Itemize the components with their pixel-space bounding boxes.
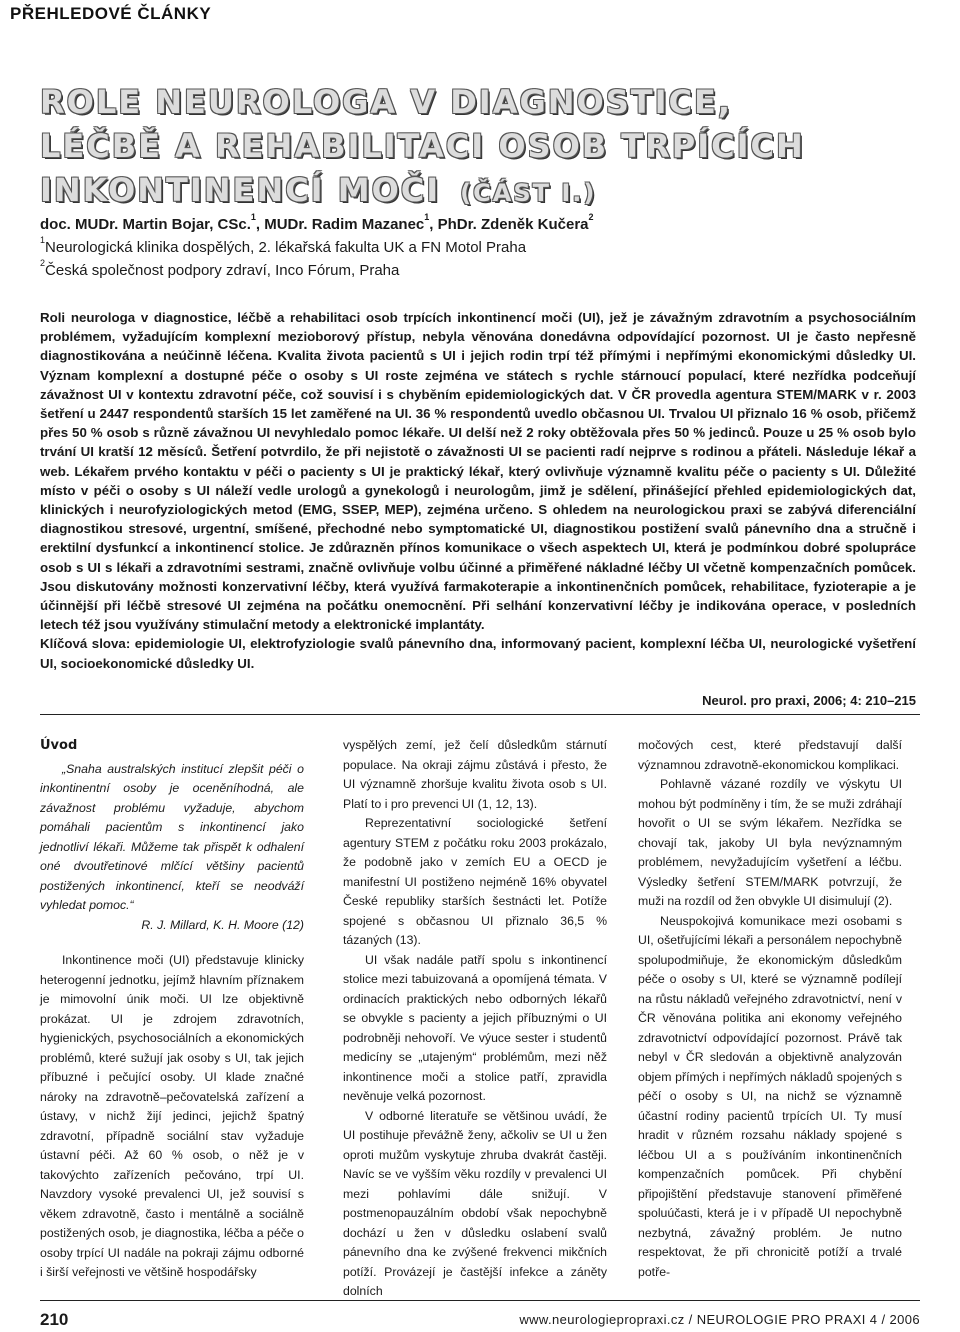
citation: Neurol. pro praxi, 2006; 4: 210–215 (702, 693, 916, 708)
epigraph-source: R. J. Millard, K. H. Moore (12) (141, 917, 304, 932)
affiliation-1 (40, 236, 920, 259)
abstract-text: Roli neurologa v diagnostice, léčbě a rehabilitaci osob trpících inkontinencí moči (UI), jež je závažným zdravotním a psychosociálním problémem, vyžadujícím komplexní mezioborový přístup, nebyla věnována donedávna odpovídající pozornost. UI je často nepřesně diagnostikována a neúčinně léčena. Kvalita života pacientů s UI i jejich rodin trpí též přímými i nepřímými ekonomickými důsledky UI. Význam komplexní a dostupné péče o osoby s UI roste zejména ve státech s rychle stárnoucí populací, které nezřídka podceňují závažnost UI v kontextu zdravotní péče, což souvisí i s chyběním epidemiologických dat. V ČR provedla agentura STEM/MARK v r. 2003 šetření u 2447 respondentů starších 15 let zaměřené na UI. 36 % respondentů uvedlo občasnou UI. Trvalou UI přiznalo 16 % osob, přičemž přes 50 % osob s různě závažnou UI nevyhledalo pomoc lékaře. UI delší než 2 roky obtěžovala přes 50 % jedinců. Pouze u 25 % osob bylo trvání UI kratší 12 měsíců. Šetření potvrdilo, že při nejistotě o závažnosti UI se pacienti radí nejprve s rodinou a přáteli. Následuje lékař a web. Lékařem prvého kontaktu v péči o pacienty s UI je praktický lékař, který ovlivňuje významně kvalitu péče o pacienty s UI. Důležité místo v péči o osoby s UI náleží vedle urologů a gynekologů i neurologům, jimž je sdělení, přinášející přehled epidemiologických dat, klinických i neurofyziologických metod (EMG, SSEP, MEP), zejména určeno. S ohledem na neurologickou praxi se zabývá diferenciální diagnostikou stresové, urgentní, smíšené, přechodné nebo symptomatické UI, diagnostikou postižení svalů pánevního dna a stručně i erektilní dysfunkcí a inkontinencí stolice. Je zdůrazněn přínos komunikace o všech aspektech UI, která je podmínkou dobré spolupráce osob s UI s lékaři a zdravotními sestrami, značně ovlivňuje volbu účinné a přiměřené nákladné léčby UI včetně kompenzačních pomůcek. Jsou diskutovány možnosti konzervativní léčby, která využívá farmakoterapie a inkontinenčních pomůcek, rehabilitace, fyzioterapie a je účinnější při léčbě stresové UI zejména na počátku onemocnění. Při selhání konzervativní léčby je indikována operace, v posledních letech též jsou využívány stimulační metody a elektronické implantáty. (40, 310, 916, 633)
title-part: (ČÁST I.) (460, 179, 597, 207)
epigraph-quote: „Snaha australských institucí zlepšit péči o inkontinentní osoby je oceněníhodná, ale závažnost problému vyžaduje, abychom pomáhali pacientům s inkontinencí jako jednotliví lékaři. Můžeme tak přispět k odhalení oné dvoutřetinové mlčící většiny pacientů postižených inkontinencí, kteří se neodváží vyhledat pomoc.“ (40, 761, 304, 912)
paragraph: V odborné literatuře se většinou uvádí, že UI postihuje převážně ženy, ačkoliv se UI u žen oproti mužům vyskytuje zhruba dvakrát častěji. Navíc se ve vyšším věku rozdíly v prevalenci UI mezi pohlavími dále snižují. V postmenopauzálním období však nepochybně dochází u žen v důsledku oslabení svalů pánevního dna ke zvýšené frekvenci mikčních potíží. Provázejí je častější infekce a záněty dolních (343, 1108, 607, 1298)
paragraph: UI však nadále patří spolu s inkontinencí stolice mezi tabuizovaná a opomíjená témata. V ordinacích praktických nebo odborných lékařů se obvykle s pacienty a jejich příbuznými o UI podrobněji nehovoří. Ve výuce sester i studentů medicíny se „utajeným“ problémům, mezi něž inkontinence moči a stolice patří, zpravidla nevěnuje velká pozornost. (343, 952, 607, 1103)
paragraph: Inkontinence moči (UI) představuje klinicky heterogenní jednotku, jejímž hlavním příznakem je mimovolní únik moči. UI lze objektivně prokázat. UI je zdrojem zdravotních, hygienických, psychosociálních a ekonomických problémů, které sužují jak osoby s UI, tak jejich příbuzné i pečující osoby. UI klade značné nároky na zdravotně–pečovatelská zařízení a ústavy, v nichž žijí jedinci, jejichž špatný zdravotní, případně sociální stav vyžaduje ústavní péči. Až 60 % osob, o něž je v takovýchto zařízeních pečováno, trpí UI. Navzdory vysoké prevalenci UI, jež souvisí s věkem zdravotně, často i mentálně a sociálně postižených osob, je diagnostika, léčba a péče o osoby trpící UI nadále na pokraji zájmu odborné i širší veřejnosti ve většině hospodářsky (40, 953, 304, 1279)
paragraph: močových cest, které představují další významnou zdravotně-ekonomickou komplikaci. (638, 738, 902, 772)
paragraph: vyspělých zemí, jež čelí důsledkům stárnutí populace. Na okraji zájmu zůstává i přesto, že UI významně zhoršuje kvalitu života osob s UI. Platí to i pro prevenci UI (1, 12, 13). (343, 738, 607, 811)
affiliation-2 (40, 259, 920, 282)
page-number: 210 (40, 1310, 69, 1329)
spacer (40, 935, 304, 951)
journal-info: www.neurologiepropraxi.cz / NEUROLOGIE PRO PRAXI 4 / 2006 (519, 1312, 920, 1327)
author-2: , MUDr. Radim Mazanec (255, 216, 425, 233)
author-block (40, 213, 920, 282)
section-heading: Úvod (40, 738, 78, 753)
footer-rule (40, 1300, 920, 1301)
title-line-1: ROLE NEUROLOGA V DIAGNOSTICE, (40, 83, 732, 121)
body-column-3 (638, 736, 902, 1282)
title-line-3-container (40, 168, 940, 215)
paragraph: Reprezentativní sociologické šetření agentury STEM z počátku roku 2003 prokázalo, že podobně jako v zemích EU a OECD je manifestní UI postiženo nejméně 16% obyvatel České republiky starších šestnácti let. Potíže spojené s občasnou UI přiznalo 36,5 % tázaných (13). (343, 816, 607, 947)
title-line-2: LÉČBĚ A REHABILITACI OSOB TRPÍCÍCH (40, 127, 805, 165)
author-2-affil: 1 (424, 212, 430, 222)
author-names (40, 213, 920, 236)
body-column-1 (40, 736, 304, 1283)
author-3-affil: 2 (588, 212, 594, 222)
author-1-affil: 1 (250, 212, 256, 222)
author-1: doc. MUDr. Martin Bojar, CSc. (40, 216, 251, 233)
keywords: Klíčová slova: epidemiologie UI, elektrofyziologie svalů pánevního dna, informovaný pacient, komplexní léčba UI, neurologické vyšetření UI, socioekonomické důsledky UI. (40, 636, 916, 671)
affiliation-2-num: 2 (40, 258, 46, 268)
affiliation-1-num: 1 (40, 235, 46, 245)
affiliation-1-text: Neurologická klinika dospělých, 2. lékařská fakulta UK a FN Motol Praha (45, 239, 527, 256)
title-line-3: INKONTINENCÍ MOČI (40, 171, 441, 209)
abstract (40, 308, 916, 673)
affiliation-2-text: Česká společnost podpory zdraví, Inco Fórum, Praha (45, 262, 400, 279)
paragraph: Pohlavně vázané rozdíly ve výskytu UI mohou být podmíněny i tím, že se muži zdráhají hovořit o UI se svým lékařem. Nezřídka se chovají tak, jakoby UI byla nevýznamným problémem, nevyžadujícím vyšetření a léčbu. Výsledky šetření STEM/MARK potvrzují, že muži na rozdíl od žen obvykle UI disimulují (2). (638, 777, 902, 908)
body-column-2 (343, 736, 607, 1302)
citation-rule (40, 714, 920, 715)
paragraph: Neuspokojivá komunikace mezi osobami s UI, ošetřujícími lékaři a personálem nepochybně spolupodmiňuje, že ekonomickým důsledkům péče o osoby s UI, které se významně podílejí na růstu nákladů veřejného zdravotnictví, není v ČR věnována politika ani ekonomy veřejného zdravotnictví odpovídající pozornost. Právě tak nebyl v ČR sledován a objektivně analyzován objem přímých i nepřímých nákladů spojených s péčí o osoby s UI, na nichž se významně účastní rodiny pacientů trpících UI. Ty musí hradit v různém rozsahu náklady spojené s léčbou UI a s používáním inkontinenčních kompenzačních pomůcek. Při chybění připojištění představuje stanovení přiměřené spoluúčasti, která je i v případě UI nepochybně nezbytná, závažný problém. Je nutno respektovat, že při chronicitě potíží a trvalé potře- (638, 913, 902, 1279)
section-label: PŘEHLEDOVÉ ČLÁNKY (10, 4, 212, 23)
author-3: , PhDr. Zdeněk Kučera (429, 216, 589, 233)
article-title (40, 80, 940, 215)
